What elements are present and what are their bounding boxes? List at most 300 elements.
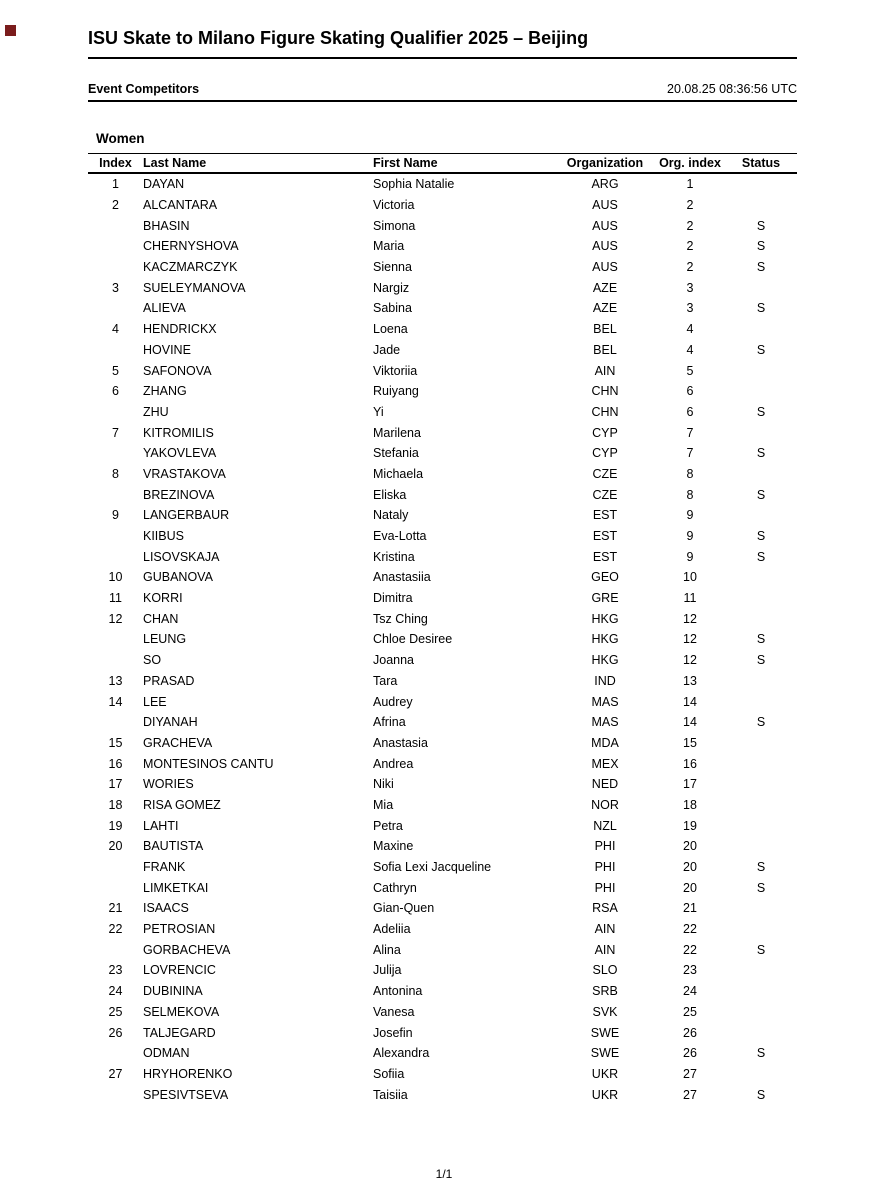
cell-first-name: Josefin <box>373 1025 413 1040</box>
cell-organization: SWE <box>590 1025 620 1040</box>
cell-organization: ARG <box>591 177 619 192</box>
cell-org-index: 4 <box>686 342 694 357</box>
cell-status: S <box>756 342 766 357</box>
cell-first-name: Yi <box>373 404 384 419</box>
cell-first-name: Nargiz <box>373 280 410 295</box>
cell-org-index: 12 <box>683 632 697 647</box>
cell-organization: NOR <box>591 797 619 812</box>
table-row <box>88 1064 797 1085</box>
cell-organization: AIN <box>594 942 616 957</box>
cell-org-index: 7 <box>686 425 694 440</box>
cell-status <box>725 173 797 195</box>
cell-index <box>88 629 143 650</box>
table-row <box>88 257 797 278</box>
cell-org-index: 11 <box>683 591 697 606</box>
table-row <box>88 1084 797 1105</box>
cell-index <box>88 857 143 878</box>
document-content <box>88 0 797 1105</box>
cell-status: S <box>756 653 766 668</box>
cell-status <box>725 422 797 443</box>
cell-index: 9 <box>112 508 119 523</box>
cell-last-name: KACZMARCZYK <box>143 260 238 275</box>
cell-org-index: 22 <box>683 922 697 937</box>
table-row <box>88 919 797 940</box>
cell-status <box>725 588 797 609</box>
cell-index: 23 <box>108 963 123 978</box>
cell-status: S <box>756 260 766 275</box>
cell-org-index: 9 <box>686 549 694 564</box>
cell-index: 20 <box>108 839 123 854</box>
cell-last-name: MONTESINOS CANTU <box>143 756 274 771</box>
cell-organization: AUS <box>592 239 618 254</box>
cell-organization: GEO <box>591 570 619 585</box>
cell-organization: EST <box>592 529 618 544</box>
cell-last-name: ZHU <box>143 404 169 419</box>
cell-first-name: Kristina <box>373 549 415 564</box>
cell-first-name: Viktoriia <box>373 363 418 378</box>
cell-index: 1 <box>112 177 119 192</box>
cell-index: 2 <box>112 198 119 213</box>
cell-first-name: Joanna <box>373 653 415 668</box>
cell-index: 15 <box>108 735 123 750</box>
table-row <box>88 298 797 319</box>
cell-status: S <box>756 487 766 502</box>
table-row <box>88 1002 797 1023</box>
cell-organization: SVK <box>592 1004 618 1019</box>
table-row <box>88 505 797 526</box>
cell-index <box>88 1084 143 1105</box>
cell-status <box>725 898 797 919</box>
cell-status <box>725 691 797 712</box>
cell-first-name: Andrea <box>373 756 414 771</box>
table-row <box>88 877 797 898</box>
header-last-name: Last Name <box>143 154 373 174</box>
cell-status <box>725 319 797 340</box>
cell-index: 6 <box>112 384 119 399</box>
cell-index <box>88 939 143 960</box>
competitor-rows <box>88 173 797 1105</box>
cell-status <box>725 608 797 629</box>
cell-last-name: LIMKETKAI <box>143 880 209 895</box>
cell-index: 3 <box>112 280 119 295</box>
table-row <box>88 588 797 609</box>
cell-first-name: Victoria <box>373 198 415 213</box>
header-index: Index <box>88 154 143 174</box>
cell-organization: SRB <box>592 984 618 999</box>
cell-organization: EST <box>592 549 618 564</box>
table-row <box>88 608 797 629</box>
cell-org-index: 2 <box>686 218 694 233</box>
table-row <box>88 1043 797 1064</box>
cell-status <box>725 774 797 795</box>
cell-status <box>725 381 797 402</box>
cell-last-name: BREZINOVA <box>143 487 215 502</box>
cell-organization: SLO <box>592 963 618 978</box>
cell-organization: MAS <box>591 694 619 709</box>
cell-first-name: Afrina <box>373 715 406 730</box>
cell-last-name: CHERNYSHOVA <box>143 239 239 254</box>
table-row <box>88 981 797 1002</box>
cell-last-name: DIYANAH <box>143 715 198 730</box>
cell-status <box>725 1022 797 1043</box>
cell-last-name: KIIBUS <box>143 529 184 544</box>
cell-index: 13 <box>108 673 123 688</box>
cell-organization: MEX <box>591 756 619 771</box>
cell-status <box>725 505 797 526</box>
cell-last-name: LAHTI <box>143 818 179 833</box>
table-row <box>88 236 797 257</box>
cell-index: 4 <box>112 322 119 337</box>
cell-status: S <box>756 1046 766 1061</box>
cell-org-index: 27 <box>683 1066 697 1081</box>
table-row <box>88 319 797 340</box>
cell-first-name: Tara <box>373 673 398 688</box>
cell-index: 5 <box>112 363 119 378</box>
cell-last-name: DUBININA <box>143 984 203 999</box>
cell-index <box>88 484 143 505</box>
cell-first-name: Alexandra <box>373 1046 430 1061</box>
cell-first-name: Eva-Lotta <box>373 529 427 544</box>
cell-org-index: 12 <box>683 611 697 626</box>
subtitle: Event Competitors <box>88 82 200 96</box>
cell-last-name: GUBANOVA <box>143 570 213 585</box>
cell-index <box>88 257 143 278</box>
cell-organization: UKR <box>591 1066 619 1081</box>
cell-index <box>88 236 143 257</box>
header-status: Status <box>725 154 797 174</box>
cell-org-index: 5 <box>686 363 694 378</box>
cell-organization: NED <box>591 777 619 792</box>
cell-org-index: 25 <box>683 1004 697 1019</box>
cell-first-name: Simona <box>373 218 416 233</box>
cell-status <box>725 464 797 485</box>
cell-last-name: SO <box>143 653 162 668</box>
table-row <box>88 898 797 919</box>
cell-org-index: 21 <box>683 901 697 916</box>
cell-first-name: Adeliia <box>373 922 411 937</box>
cell-index: 16 <box>108 756 123 771</box>
cell-organization: PHI <box>594 839 616 854</box>
cell-last-name: LEE <box>143 694 167 709</box>
subheader-row <box>88 81 797 97</box>
table-row <box>88 774 797 795</box>
cell-last-name: SELMEKOVA <box>143 1004 220 1019</box>
cell-organization: HKG <box>591 653 619 668</box>
cell-org-index: 17 <box>683 777 697 792</box>
table-row <box>88 795 797 816</box>
cell-organization: AZE <box>592 301 618 316</box>
section-title: Women <box>96 131 145 146</box>
cell-org-index: 19 <box>683 818 697 833</box>
cell-org-index: 12 <box>683 653 697 668</box>
cell-org-index: 9 <box>686 529 694 544</box>
cell-status <box>725 1002 797 1023</box>
cell-first-name: Niki <box>373 777 394 792</box>
cell-organization: BEL <box>593 322 617 337</box>
cell-last-name: BAUTISTA <box>143 839 204 854</box>
table-row <box>88 733 797 754</box>
table-row <box>88 629 797 650</box>
cell-status: S <box>756 715 766 730</box>
cell-organization: CZE <box>592 487 618 502</box>
red-corner-mark <box>5 25 16 36</box>
cell-index <box>88 650 143 671</box>
table-row <box>88 340 797 361</box>
cell-status <box>725 567 797 588</box>
cell-last-name: LEUNG <box>143 632 187 647</box>
cell-last-name: ZHANG <box>143 384 187 399</box>
cell-last-name: GRACHEVA <box>143 735 213 750</box>
cell-status <box>725 360 797 381</box>
cell-organization: RSA <box>592 901 618 916</box>
cell-organization: CHN <box>591 404 619 419</box>
title-divider <box>88 57 797 59</box>
cell-status: S <box>756 446 766 461</box>
cell-org-index: 6 <box>686 384 694 399</box>
cell-first-name: Nataly <box>373 508 409 523</box>
cell-last-name: SUELEYMANOVA <box>143 280 246 295</box>
cell-organization: AZE <box>592 280 618 295</box>
cell-first-name: Mia <box>373 797 394 812</box>
cell-index: 19 <box>108 818 123 833</box>
cell-status <box>725 753 797 774</box>
header-organization: Organization <box>555 154 655 174</box>
cell-first-name: Maxine <box>373 839 414 854</box>
cell-status: S <box>756 301 766 316</box>
cell-first-name: Alina <box>373 942 401 957</box>
cell-last-name: ISAACS <box>143 901 189 916</box>
cell-index <box>88 215 143 236</box>
table-row <box>88 939 797 960</box>
cell-status <box>725 836 797 857</box>
cell-org-index: 10 <box>683 570 697 585</box>
cell-organization: PHI <box>594 860 616 875</box>
cell-index: 26 <box>108 1025 123 1040</box>
cell-first-name: Dimitra <box>373 591 413 606</box>
cell-status <box>725 960 797 981</box>
cell-first-name: Sofia Lexi Jacqueline <box>373 860 492 875</box>
table-row <box>88 443 797 464</box>
table-row <box>88 546 797 567</box>
cell-first-name: Gian-Quen <box>373 901 435 916</box>
cell-organization: AIN <box>594 363 616 378</box>
cell-org-index: 3 <box>686 280 694 295</box>
cell-org-index: 27 <box>683 1087 697 1102</box>
cell-org-index: 20 <box>683 860 697 875</box>
cell-status <box>725 815 797 836</box>
cell-organization: UKR <box>591 1087 619 1102</box>
cell-index <box>88 526 143 547</box>
table-row <box>88 671 797 692</box>
cell-organization: GRE <box>591 591 619 606</box>
cell-org-index: 6 <box>686 404 694 419</box>
cell-last-name: YAKOVLEVA <box>143 446 217 461</box>
page-title: ISU Skate to Milano Figure Skating Qualifier 2025 – Beijing <box>88 28 589 48</box>
cell-organization: SWE <box>590 1046 620 1061</box>
cell-status <box>725 1064 797 1085</box>
cell-index: 10 <box>108 570 123 585</box>
cell-first-name: Taisiia <box>373 1087 408 1102</box>
cell-org-index: 20 <box>683 839 697 854</box>
cell-org-index: 1 <box>686 177 694 192</box>
cell-index: 12 <box>108 611 123 626</box>
cell-org-index: 2 <box>686 260 694 275</box>
cell-first-name: Ruiyang <box>373 384 419 399</box>
cell-first-name: Sophia Natalie <box>373 177 455 192</box>
cell-index <box>88 1043 143 1064</box>
cell-last-name: TALJEGARD <box>143 1025 216 1040</box>
cell-index <box>88 443 143 464</box>
table-row <box>88 567 797 588</box>
cell-org-index: 22 <box>683 942 697 957</box>
cell-index: 8 <box>112 466 119 481</box>
cell-org-index: 7 <box>686 446 694 461</box>
cell-last-name: LANGERBAUR <box>143 508 230 523</box>
cell-index: 17 <box>108 777 123 792</box>
cell-first-name: Antonina <box>373 984 423 999</box>
cell-index: 24 <box>108 984 123 999</box>
cell-last-name: ODMAN <box>143 1046 190 1061</box>
cell-last-name: SPESIVTSEVA <box>143 1087 229 1102</box>
cell-org-index: 26 <box>683 1025 697 1040</box>
cell-first-name: Tsz Ching <box>373 611 428 626</box>
cell-organization: CHN <box>591 384 619 399</box>
cell-org-index: 8 <box>686 487 694 502</box>
table-row <box>88 381 797 402</box>
cell-org-index: 13 <box>683 673 697 688</box>
cell-status <box>725 919 797 940</box>
cell-status: S <box>756 1087 766 1102</box>
cell-first-name: Audrey <box>373 694 413 709</box>
cell-status: S <box>756 239 766 254</box>
cell-last-name: RISA GOMEZ <box>143 797 221 812</box>
table-row <box>88 960 797 981</box>
cell-last-name: HOVINE <box>143 342 191 357</box>
cell-first-name: Sofiia <box>373 1066 405 1081</box>
cell-status <box>725 671 797 692</box>
cell-index <box>88 298 143 319</box>
cell-index: 25 <box>108 1004 123 1019</box>
cell-first-name: Sabina <box>373 301 412 316</box>
cell-status <box>725 277 797 298</box>
table-row <box>88 215 797 236</box>
cell-last-name: PRASAD <box>143 673 195 688</box>
cell-organization: IND <box>594 673 616 688</box>
cell-organization: HKG <box>591 611 619 626</box>
cell-index <box>88 712 143 733</box>
cell-organization: CZE <box>592 466 618 481</box>
cell-index: 7 <box>112 425 119 440</box>
table-row <box>88 173 797 195</box>
table-row <box>88 277 797 298</box>
cell-org-index: 9 <box>686 508 694 523</box>
cell-last-name: GORBACHEVA <box>143 942 231 957</box>
cell-first-name: Jade <box>373 342 401 357</box>
table-row <box>88 650 797 671</box>
cell-index: 22 <box>108 922 123 937</box>
table-row <box>88 195 797 216</box>
cell-status: S <box>756 218 766 233</box>
table-row <box>88 857 797 878</box>
cell-first-name: Cathryn <box>373 880 417 895</box>
cell-last-name: DAYAN <box>143 177 185 192</box>
cell-last-name: PETROSIAN <box>143 922 216 937</box>
cell-index <box>88 546 143 567</box>
cell-last-name: BHASIN <box>143 218 190 233</box>
cell-index <box>88 877 143 898</box>
table-row <box>88 422 797 443</box>
cell-last-name: CHAN <box>143 611 179 626</box>
cell-organization: AUS <box>592 198 618 213</box>
cell-first-name: Michaela <box>373 466 424 481</box>
page-number: 1/1 <box>435 1167 453 1181</box>
cell-status: S <box>756 860 766 875</box>
cell-first-name: Loena <box>373 322 408 337</box>
cell-index <box>88 340 143 361</box>
table-row <box>88 753 797 774</box>
cell-status: S <box>756 404 766 419</box>
subheader-divider <box>88 100 797 102</box>
cell-first-name: Stefania <box>373 446 419 461</box>
cell-organization: AUS <box>592 218 618 233</box>
cell-organization: MDA <box>591 735 619 750</box>
cell-last-name: ALCANTARA <box>143 198 218 213</box>
cell-index: 11 <box>109 591 122 606</box>
cell-last-name: HENDRICKX <box>143 322 217 337</box>
cell-org-index: 16 <box>683 756 697 771</box>
cell-last-name: ALIEVA <box>143 301 186 316</box>
cell-org-index: 8 <box>686 466 694 481</box>
cell-org-index: 2 <box>686 198 694 213</box>
cell-org-index: 15 <box>683 735 697 750</box>
cell-index: 21 <box>108 901 123 916</box>
cell-last-name: LOVRENCIC <box>143 963 216 978</box>
cell-organization: HKG <box>591 632 619 647</box>
cell-status: S <box>756 880 766 895</box>
table-row <box>88 836 797 857</box>
cell-status <box>725 795 797 816</box>
cell-status <box>725 195 797 216</box>
cell-last-name: FRANK <box>143 860 186 875</box>
table-row <box>88 691 797 712</box>
table-row <box>88 1022 797 1043</box>
cell-org-index: 14 <box>683 694 697 709</box>
header-org-index: Org. index <box>655 154 725 174</box>
timestamp: 20.08.25 08:36:56 UTC <box>667 82 797 96</box>
cell-organization: CYP <box>592 446 618 461</box>
cell-index <box>88 402 143 423</box>
cell-status <box>725 981 797 1002</box>
cell-organization: BEL <box>593 342 617 357</box>
cell-organization: MAS <box>591 715 619 730</box>
cell-last-name: SAFONOVA <box>143 363 212 378</box>
cell-organization: AUS <box>592 260 618 275</box>
table-row <box>88 484 797 505</box>
cell-org-index: 18 <box>683 797 697 812</box>
cell-first-name: Anastasiia <box>373 570 431 585</box>
cell-last-name: HRYHORENKO <box>143 1066 233 1081</box>
cell-org-index: 23 <box>683 963 697 978</box>
cell-org-index: 2 <box>686 239 694 254</box>
cell-org-index: 14 <box>683 715 697 730</box>
competitors-table <box>88 153 797 1105</box>
cell-status: S <box>756 942 766 957</box>
cell-first-name: Anastasia <box>373 735 428 750</box>
cell-first-name: Eliska <box>373 487 407 502</box>
cell-status: S <box>756 549 766 564</box>
cell-index: 27 <box>108 1066 123 1081</box>
cell-status: S <box>756 632 766 647</box>
